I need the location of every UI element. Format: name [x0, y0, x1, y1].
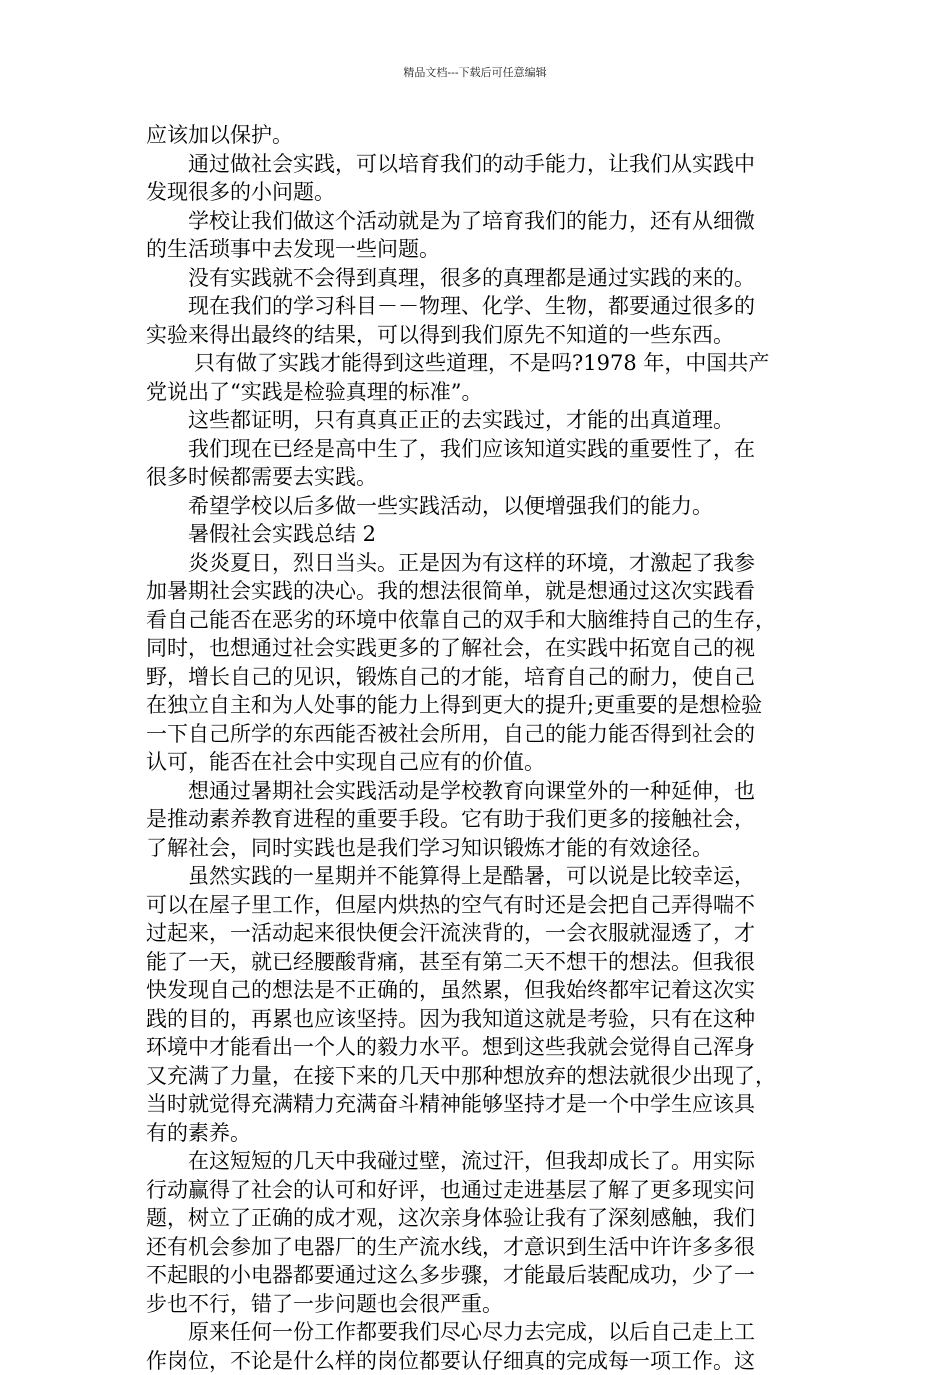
text-line: 快发现自己的想法是不正确的，虽然累，但我始终都牢记着这次实: [146, 976, 810, 1005]
text-line: 加暑期社会实践的决心。我的想法很简单，就是想通过这次实践看: [146, 577, 810, 606]
text-line: 能了一天，就已经腰酸背痛，甚至有第二天不想干的想法。但我很: [146, 948, 810, 977]
text-line: 现在我们的学习科目－－物理、化学、生物，都要通过很多的: [146, 292, 810, 321]
text-line: 同时，也想通过社会实践更多的了解社会，在实践中拓宽自己的视: [146, 634, 810, 663]
text-line: 只有做了实践才能得到这些道理，不是吗?1978 年，中国共产: [146, 349, 810, 378]
text-line: 实验来得出最终的结果，可以得到我们原先不知道的一些东西。: [146, 321, 810, 350]
page-header: 精品文档---下载后可任意编辑: [0, 66, 950, 80]
text-line: 应该加以保护。: [146, 121, 810, 150]
text-line: 炎炎夏日，烈日当头。正是因为有这样的环境，才激起了我参: [146, 549, 810, 578]
text-line: 希望学校以后多做一些实践活动，以便增强我们的能力。: [146, 492, 810, 521]
text-line: 有的素养。: [146, 1119, 810, 1148]
text-line: 没有实践就不会得到真理，很多的真理都是通过实践的来的。: [146, 264, 810, 293]
text-line: 行动赢得了社会的认可和好评，也通过走进基层了解了更多现实问: [146, 1176, 810, 1205]
text-line: 想通过暑期社会实践活动是学校教育向课堂外的一种延伸，也: [146, 777, 810, 806]
text-line: 野，增长自己的见识，锻炼自己的才能，培育自己的耐力，使自己: [146, 663, 810, 692]
text-line: 还有机会参加了电器厂的生产流水线，才意识到生活中许许多多很: [146, 1233, 810, 1262]
text-line: 一下自己所学的东西能否被社会所用，自己的能力能否得到社会的: [146, 720, 810, 749]
text-line: 在这短短的几天中我碰过壁，流过汗，但我却成长了。用实际: [146, 1147, 810, 1176]
text-line: 过起来，一活动起来很快便会汗流浃背的，一会衣服就湿透了，才: [146, 919, 810, 948]
text-line: 党说出了“实践是检验真理的标准”。: [146, 378, 810, 407]
text-line: 步也不行，错了一步问题也会很严重。: [146, 1290, 810, 1319]
text-line: 践的目的，再累也应该坚持。因为我知道这就是考验，只有在这种: [146, 1005, 810, 1034]
text-line: 了解社会，同时实践也是我们学习知识锻炼才能的有效途径。: [146, 834, 810, 863]
text-line: 很多时候都需要去实践。: [146, 463, 810, 492]
text-line: 是推动素养教育进程的重要手段。它有助于我们更多的接触社会，: [146, 805, 810, 834]
text-line: 的生活琐事中去发现一些问题。: [146, 235, 810, 264]
text-line: 不起眼的小电器都要通过这么多步骤，才能最后装配成功，少了一: [146, 1261, 810, 1290]
text-line: 可以在屋子里工作，但屋内烘热的空气有时还是会把自己弄得喘不: [146, 891, 810, 920]
text-line: 这些都证明，只有真真正正的去实践过，才能的出真道理。: [146, 406, 810, 435]
text-line: 虽然实践的一星期并不能算得上是酷暑，可以说是比较幸运，: [146, 862, 810, 891]
text-line: 认可，能否在社会中实现自己应有的价值。: [146, 748, 810, 777]
text-line: 通过做社会实践，可以培育我们的动手能力，让我们从实践中: [146, 150, 810, 179]
text-line: 我们现在已经是高中生了，我们应该知道实践的重要性了，在: [146, 435, 810, 464]
text-line: 学校让我们做这个活动就是为了培育我们的能力，还有从细微: [146, 207, 810, 236]
text-line: 暑假社会实践总结 2: [146, 520, 810, 549]
document-body: [146, 121, 810, 1375]
text-line: 题，树立了正确的成才观，这次亲身体验让我有了深刻感触，我们: [146, 1204, 810, 1233]
text-line: 发现很多的小问题。: [146, 178, 810, 207]
text-line: 在独立自主和为人处事的能力上得到更大的提升;更重要的是想检验: [146, 691, 810, 720]
text-line: 环境中才能看出一个人的毅力水平。想到这些我就会觉得自己浑身: [146, 1033, 810, 1062]
text-line: 当时就觉得充满精力充满奋斗精神能够坚持才是一个中学生应该具: [146, 1090, 810, 1119]
text-line: 作岗位，不论是什么样的岗位都要认仔细真的完成每一项工作。这: [146, 1347, 810, 1375]
text-line: 看自己能否在恶劣的环境中依靠自己的双手和大脑维持自己的生存，: [146, 606, 810, 635]
text-line: 又充满了力量，在接下来的几天中那种想放弃的想法就很少出现了，: [146, 1062, 810, 1091]
text-line: 原来任何一份工作都要我们尽心尽力去完成，以后自己走上工: [146, 1318, 810, 1347]
